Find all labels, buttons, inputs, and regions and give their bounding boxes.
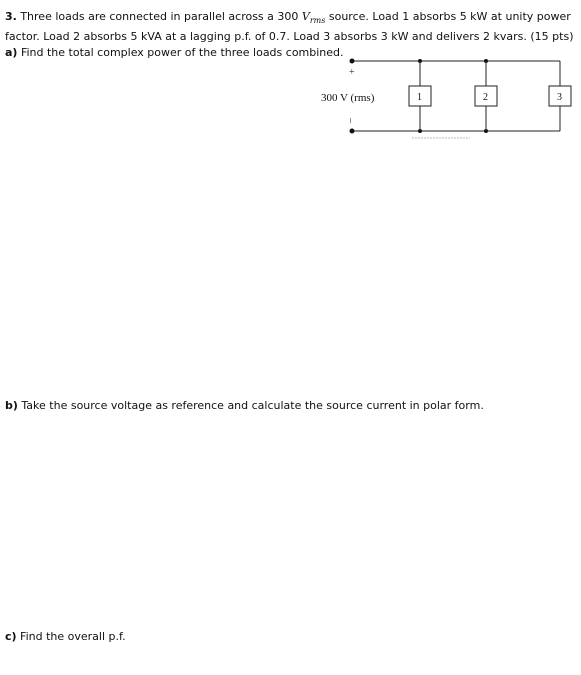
part-a-label: a) bbox=[5, 46, 18, 60]
vrms-symbol: V bbox=[301, 10, 310, 23]
parallel-loads-circuit bbox=[310, 55, 575, 155]
vrms-subscript: rms bbox=[309, 16, 326, 26]
part-c bbox=[5, 629, 575, 645]
question-statement bbox=[5, 9, 575, 61]
part-b bbox=[5, 398, 575, 414]
load-2-label: 2 bbox=[483, 92, 488, 103]
source-voltage-label: 300 V (rms) bbox=[321, 92, 375, 104]
load-1-label: 1 bbox=[417, 92, 422, 103]
part-a-text: Find the total complex power of the three loads combined. bbox=[17, 46, 344, 60]
part-c-text: Find the overall p.f. bbox=[16, 630, 126, 643]
part-b-text: Take the source voltage as reference and calculate the source current in polar form. bbox=[17, 399, 484, 412]
part-c-label: c) bbox=[5, 630, 17, 643]
load-3-label: 3 bbox=[557, 92, 562, 103]
top-terminal bbox=[350, 59, 355, 64]
bottom-terminal bbox=[350, 129, 355, 134]
question-text-rest: source. Load 1 absorbs 5 kW at unity power factor. Load 2 absorbs 5 kVA at a lagging p.f. of 0.7. Load 3 absorbs 3 kW and delivers 2 kvars. (15 pts) bbox=[5, 10, 574, 44]
plus-sign: + bbox=[349, 67, 355, 78]
question-text-start: Three loads are connected in parallel across a 300 bbox=[16, 10, 302, 23]
question-number: 3. bbox=[5, 10, 17, 23]
minus-sign: – bbox=[345, 118, 356, 123]
part-b-label: b) bbox=[5, 399, 18, 412]
